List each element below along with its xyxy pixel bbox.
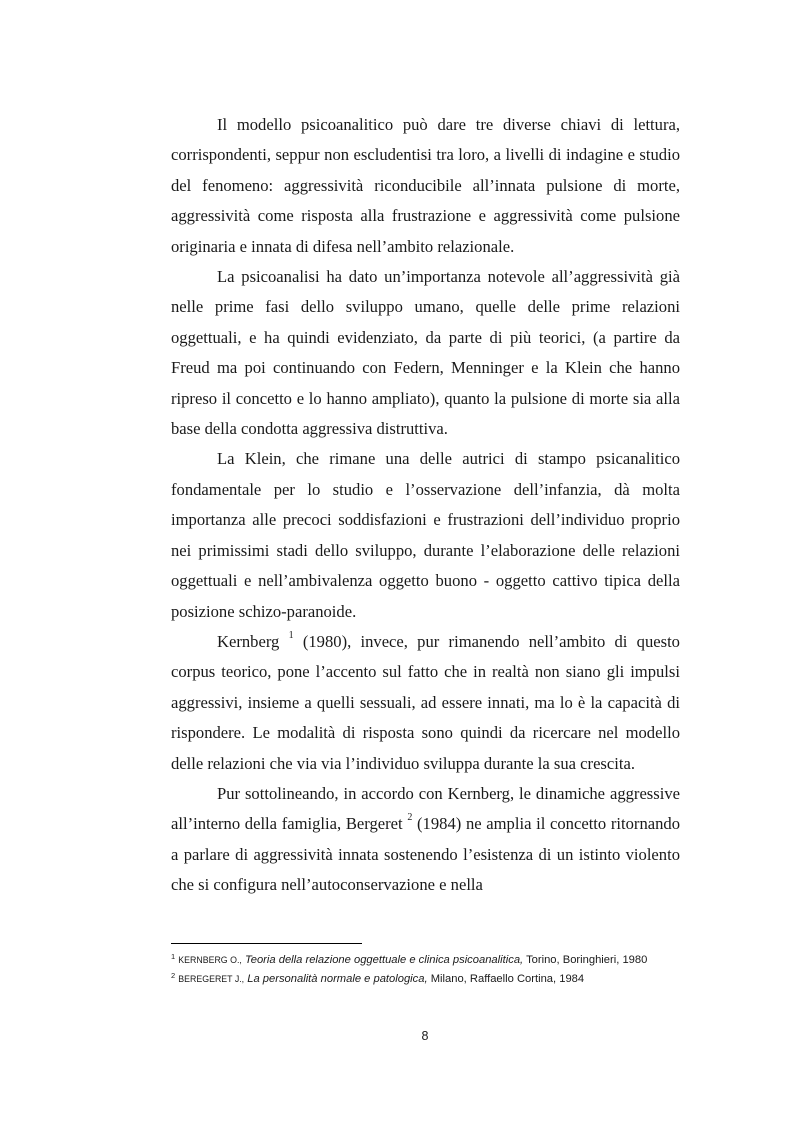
footnote-ref-1[interactable]: 1 bbox=[288, 629, 294, 641]
footnote-2-publisher: Milano, Raffaello Cortina, 1984 bbox=[430, 972, 585, 985]
paragraph-1-text: Il modello psicoanalitico può dare tre diverse chiavi di lettura, corrispondenti, seppur non escludentisi tra loro, a livelli di indagine e studio del fenomeno: aggressività riconducibile all’innata pulsione di morte, aggressività come risposta alla frustrazione e aggressività come pulsione originaria e innata di difesa nell’ambito relazionale. bbox=[171, 115, 680, 256]
paragraph-4-rest: (1980), invece, pur rimanendo nell’ambito di questo corpus teorico, pone l’accento sul fatto che in realtà non siano gli impulsi aggressivi, insieme a quelli sessuali, ad essere innati, ma lo è la capacità di rispondere. Le modalità di risposta sono quindi da ricercare nel modello delle relazioni che via via l’individuo sviluppa durante la sua crescita. bbox=[171, 631, 680, 773]
footnote-1-author: KERNBERG O., bbox=[178, 955, 242, 965]
footnote-2-title: La personalità normale e patologica, bbox=[247, 972, 428, 985]
footnote-2 bbox=[171, 970, 680, 989]
footnote-2-mark: 2 bbox=[171, 970, 176, 980]
footnotes bbox=[171, 951, 680, 988]
page-number: 8 bbox=[421, 1029, 429, 1043]
paragraph-3-text: La Klein, che rimane una delle autrici di stampo psicanalitico fondamentale per lo studio e l’osservazione dell’infanzia, dà molta importanza alle precoci soddisfazioni e frustrazioni dell’individuo proprio nei primissimi stadi dello sviluppo, durante l’elaborazione delle relazioni oggettuali e nell’ambivalenza oggetto buono - oggetto cattivo tipica della posizione schizo-paranoide. bbox=[171, 449, 680, 621]
paragraph-3 bbox=[171, 444, 680, 626]
paragraph-2 bbox=[171, 262, 680, 444]
footnote-1 bbox=[171, 951, 680, 970]
footnote-1-title: Teoria della relazione oggettuale e clinica psicoanalitica, bbox=[244, 954, 524, 966]
paragraph-4-lead: Kernberg bbox=[217, 631, 280, 651]
paragraph-1 bbox=[171, 110, 680, 262]
paragraph-5 bbox=[171, 779, 680, 901]
footnote-ref-2[interactable]: 2 bbox=[407, 812, 413, 824]
footnote-2-author: BEREGERET J., bbox=[178, 973, 245, 984]
paragraph-4 bbox=[171, 627, 680, 779]
paragraph-5-lead: Pur sottolineando, in accordo con Kernberg, le dinamiche aggressive all’interno della famiglia, Bergeret bbox=[171, 783, 680, 834]
footnote-1-mark: 1 bbox=[171, 952, 176, 961]
footnote-1-publisher: Torino, Boringhieri, 1980 bbox=[526, 954, 648, 966]
footnote-separator bbox=[171, 943, 362, 944]
paragraph-5-rest: (1984) ne amplia il concetto ritornando a parlare di aggressività innata sostenendo l’esistenza di un istinto violento che si configura nell’autoconservazione e nella bbox=[171, 814, 681, 895]
body-text bbox=[171, 110, 680, 901]
paragraph-2-text: La psicoanalisi ha dato un’importanza notevole all’aggressività già nelle prime fasi dello sviluppo umano, quelle delle prime relazioni oggettuali, e ha quindi evidenziato, da parte di più teorici, (a partire da Freud ma poi continuando con Federn, Menninger e la Klein che hanno ripreso il concetto e lo hanno ampliato), quanto la pulsione di morte sia alla base della condotta aggressiva distruttiva. bbox=[171, 267, 680, 439]
